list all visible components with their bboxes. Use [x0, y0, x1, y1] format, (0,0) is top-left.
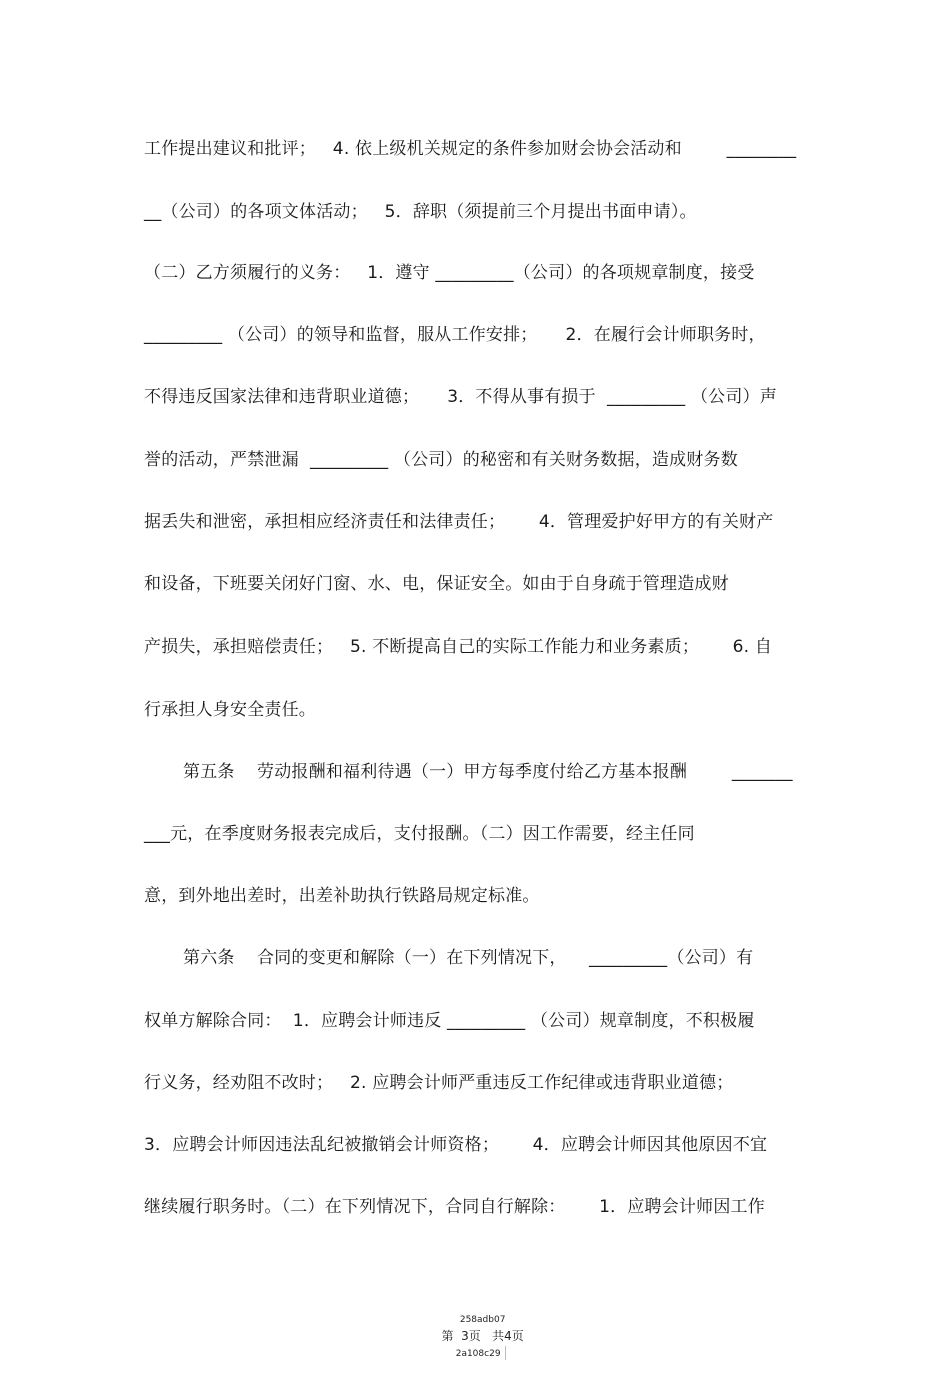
text-line: 誉的活动，严禁泄漏 _________ （公司）的秘密和有关财务数据，造成财务数 — [144, 450, 738, 470]
text-line: 工作提出建议和批评； 4. 依上级机关规定的条件参加财会协会活动和 ________ — [144, 139, 797, 159]
footer-code-right: 2a108c29 — [455, 1349, 501, 1359]
article-5-heading-line: 第五条 劳动报酬和福利待遇（一）甲方每季度付给乙方基本报酬 _______ — [183, 762, 793, 782]
text-line: （二）乙方须履行的义务： 1．遵守 _________（公司）的各项规章制度，接受 — [144, 263, 755, 283]
text-line: 继续履行职务时。（二）在下列情况下，合同自行解除： 1．应聘会计师因工作 — [144, 1197, 765, 1217]
text-line: 产损失，承担赔偿责任； 5. 不断提高自己的实际工作能力和业务素质； 6. 自 — [144, 637, 773, 657]
footer-divider — [505, 1346, 506, 1360]
text-line: _________ （公司）的领导和监督，服从工作安排； 2．在履行会计师职务时， — [144, 325, 766, 345]
footer-code-left: 258adb07 — [459, 1315, 506, 1325]
footer-page-number: 第 3页 共4页 — [441, 1329, 524, 1343]
page-footer — [0, 1294, 950, 1378]
text-line: __（公司）的各项文体活动； 5．辞职（须提前三个月提出书面申请）。 — [144, 202, 697, 222]
text-line: 权单方解除合同： 1．应聘会计师违反 _________ （公司）规章制度，不积极履 — [144, 1011, 755, 1031]
text-line: 不得违反国家法律和违背职业道德； 3．不得从事有损于 _________ （公司）声 — [144, 387, 777, 407]
text-line: 据丢失和泄密，承担相应经济责任和法律责任； 4．管理爱护好甲方的有关财产 — [144, 512, 774, 532]
text-line: 3．应聘会计师因违法乱纪被撤销会计师资格； 4．应聘会计师因其他原因不宜 — [144, 1135, 768, 1155]
text-line: 行义务，经劝阻不改时； 2. 应聘会计师严重违反工作纪律或违背职业道德； — [144, 1073, 734, 1093]
text-line: 行承担人身安全责任。 — [144, 700, 316, 720]
article-6-heading-line: 第六条 合同的变更和解除（一）在下列情况下， _________（公司）有 — [183, 948, 754, 968]
text-line: ___元，在季度财务报表完成后，支付报酬。（二）因工作需要，经主任同 — [144, 824, 695, 844]
text-line: 和设备，下班要关闭好门窗、水、电，保证安全。如由于自身疏于管理造成财 — [144, 574, 729, 594]
text-line: 意，到外地出差时，出差补助执行铁路局规定标准。 — [144, 886, 540, 906]
